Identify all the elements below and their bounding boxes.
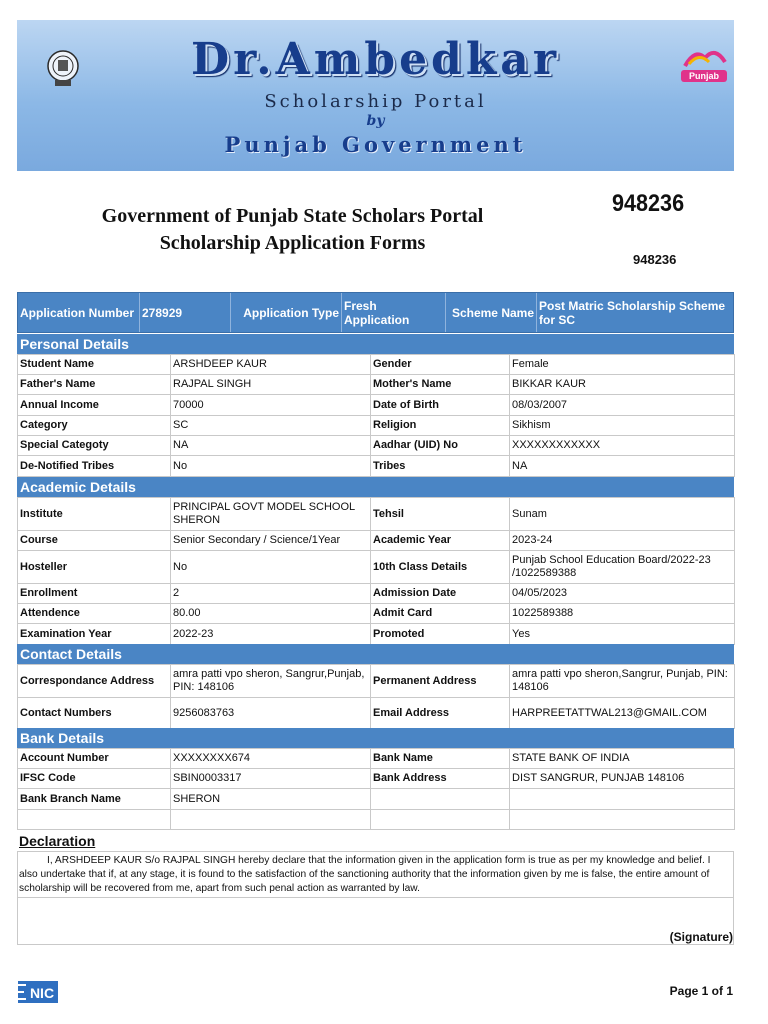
table-row	[18, 749, 735, 769]
field-value	[171, 810, 371, 830]
field-label	[371, 789, 510, 810]
field-value: RAJPAL SINGH	[171, 375, 371, 395]
field-label: Tribes	[371, 456, 510, 477]
field-value: amra patti vpo sheron, Sangrur,Punjab, PIN: 148106	[171, 665, 371, 698]
field-label	[18, 810, 171, 830]
field-label: Tehsil	[371, 498, 510, 531]
field-label: Annual Income	[18, 395, 171, 416]
field-label: Email Address	[371, 698, 510, 729]
reference-number-small: 948236	[633, 252, 677, 267]
field-value: No	[171, 456, 371, 477]
field-value: 2	[171, 584, 371, 604]
table-row	[18, 436, 735, 456]
field-value	[510, 789, 735, 810]
table-row	[18, 498, 735, 531]
application-number-value: 278929	[140, 293, 231, 332]
field-value: PRINCIPAL GOVT MODEL SCHOOL SHERON	[171, 498, 371, 531]
field-value: amra patti vpo sheron,Sangrur, Punjab, PIN: 148106	[510, 665, 735, 698]
table-row	[18, 665, 735, 698]
portal-by: by	[366, 113, 385, 129]
field-label: De-Notified Tribes	[18, 456, 171, 477]
field-value: 08/03/2007	[510, 395, 735, 416]
field-value: BIKKAR KAUR	[510, 375, 735, 395]
field-value: Punjab School Education Board/2022-23 /1022589388	[510, 551, 735, 584]
field-label: Permanent Address	[371, 665, 510, 698]
academic-details-table	[17, 497, 735, 645]
field-label: Category	[18, 416, 171, 436]
field-label: Institute	[18, 498, 171, 531]
field-value: DIST SANGRUR, PUNJAB 148106	[510, 769, 735, 789]
table-row	[18, 416, 735, 436]
field-value: XXXXXXXXXXXX	[510, 436, 735, 456]
table-row	[18, 584, 735, 604]
field-value: HARPREETATTWAL213@GMAIL.COM	[510, 698, 735, 729]
field-value: Female	[510, 355, 735, 375]
field-value: 1022589388	[510, 604, 735, 624]
field-label: Enrollment	[18, 584, 171, 604]
field-label: 10th Class Details	[371, 551, 510, 584]
application-type-label: Application Type	[231, 293, 342, 332]
field-value: ARSHDEEP KAUR	[171, 355, 371, 375]
field-label: Correspondance Address	[18, 665, 171, 698]
field-value: 9256083763	[171, 698, 371, 729]
punjab-logo-icon	[675, 46, 733, 88]
field-label: Admission Date	[371, 584, 510, 604]
personal-details-table	[17, 354, 735, 477]
field-label: IFSC Code	[18, 769, 171, 789]
field-label: Promoted	[371, 624, 510, 645]
field-value: 04/05/2023	[510, 584, 735, 604]
personal-details-header: Personal Details	[17, 334, 734, 354]
field-value: XXXXXXXX674	[171, 749, 371, 769]
table-row	[18, 769, 735, 789]
contact-details-header: Contact Details	[17, 644, 734, 664]
field-label: Academic Year	[371, 531, 510, 551]
field-value: STATE BANK OF INDIA	[510, 749, 735, 769]
field-value: SHERON	[171, 789, 371, 810]
declaration-text: I, ARSHDEEP KAUR S/o RAJPAL SINGH hereby declare that the information given in the application form is true as per my knowledge and belief. I also undertake that if, at any stage, it is found to the satisfaction of the sanctioning authority that the information given by me is false, the entire amount of scholarship will be recovered from me, apart from such penal action as warranted by law.	[19, 855, 711, 894]
field-label: Bank Address	[371, 769, 510, 789]
field-label: Bank Name	[371, 749, 510, 769]
table-row	[18, 375, 735, 395]
page-number: Page 1 of 1	[669, 984, 733, 998]
declaration-heading: Declaration	[19, 833, 96, 849]
field-value: No	[171, 551, 371, 584]
field-label: Account Number	[18, 749, 171, 769]
field-label: Hosteller	[18, 551, 171, 584]
table-row	[18, 395, 735, 416]
table-row	[18, 698, 735, 729]
field-value: 70000	[171, 395, 371, 416]
field-value: 80.00	[171, 604, 371, 624]
field-label: Examination Year	[18, 624, 171, 645]
field-label: Admit Card	[371, 604, 510, 624]
scheme-name-value: Post Matric Scholarship Scheme for SC	[539, 298, 726, 327]
field-value: NA	[510, 456, 735, 477]
field-label: Student Name	[18, 355, 171, 375]
field-label: Bank Branch Name	[18, 789, 171, 810]
table-row	[18, 456, 735, 477]
table-row	[18, 531, 735, 551]
field-value	[510, 810, 735, 830]
application-number-label: Application Number	[18, 293, 140, 332]
nic-logo-icon	[18, 981, 58, 1003]
field-label: Attendence	[18, 604, 171, 624]
table-row	[18, 789, 735, 810]
application-info-bar	[17, 292, 734, 333]
field-value: SC	[171, 416, 371, 436]
table-row	[18, 624, 735, 645]
form-title-line2: Scholarship Application Forms	[159, 232, 426, 254]
field-label: Course	[18, 531, 171, 551]
field-value: Sunam	[510, 498, 735, 531]
field-label: Father's Name	[18, 375, 171, 395]
field-value: NA	[171, 436, 371, 456]
contact-details-table	[17, 664, 735, 729]
form-title-line1: Government of Punjab State Scholars Portal	[101, 205, 484, 227]
table-row	[18, 604, 735, 624]
field-label: Contact Numbers	[18, 698, 171, 729]
reference-number-large: 948236	[612, 190, 685, 217]
svg-text:NIC: NIC	[29, 985, 55, 1001]
field-label: Date of Birth	[371, 395, 510, 416]
declaration-divider	[17, 897, 734, 898]
field-label: Religion	[371, 416, 510, 436]
signature-label: (Signature)	[669, 930, 733, 944]
portal-government: Punjab Government	[224, 132, 527, 157]
table-row	[18, 551, 735, 584]
scheme-name-label: Scheme Name	[446, 293, 537, 332]
portal-subtitle: Scholarship Portal	[264, 91, 487, 112]
academic-details-header: Academic Details	[17, 477, 734, 497]
bank-details-header: Bank Details	[17, 728, 734, 748]
field-label: Aadhar (UID) No	[371, 436, 510, 456]
field-label: Mother's Name	[371, 375, 510, 395]
svg-text:Punjab: Punjab	[688, 71, 720, 81]
field-value: SBIN0003317	[171, 769, 371, 789]
field-value: Yes	[510, 624, 735, 645]
table-row	[18, 810, 735, 830]
field-value: Sikhism	[510, 416, 735, 436]
application-type-value: Fresh Application	[342, 293, 446, 332]
field-label: Gender	[371, 355, 510, 375]
field-label	[371, 810, 510, 830]
field-value: 2022-23	[171, 624, 371, 645]
field-value: 2023-24	[510, 531, 735, 551]
table-row	[18, 355, 735, 375]
bank-details-table	[17, 748, 735, 830]
portal-banner	[17, 20, 734, 171]
field-value: Senior Secondary / Science/1Year	[171, 531, 371, 551]
field-label: Special Categoty	[18, 436, 171, 456]
portal-title: Dr.Ambedkar	[190, 34, 560, 85]
